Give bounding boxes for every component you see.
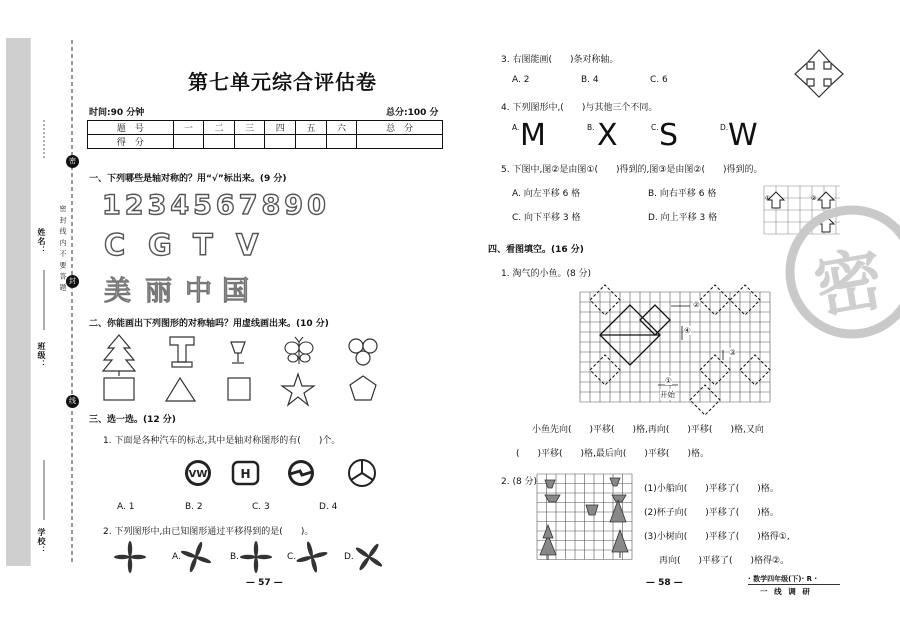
seal-char-1: 密 [66,155,79,168]
score-cell: 五 [296,121,327,135]
svg-text:②: ② [811,195,817,202]
seal-char-3: 线 [66,395,79,408]
q2-heading: 二、你能画出下列图形的对称轴吗？用虚线画出来。(10 分) [89,319,329,329]
hanzi-li: 丽 [145,276,178,307]
q3-item1: 1. 下面是各种汽车的标志,其中是轴对称图形的有( )个。 [103,436,341,446]
svg-text:③: ③ [811,219,817,226]
q3-item4-tag-b[interactable]: B. [587,123,595,132]
q3-item2: 2. 下列图形中,由已知图形通过平移得到的是( )。 [103,527,314,537]
q1-heading: 一、下列哪些是轴对称的？用“√”标出来。(9 分) [89,174,287,184]
page57-number: — 57 — [246,578,283,588]
q4-item1: 1. 淘气的小鱼。(8 分) [501,269,592,279]
score-cell: 六 [326,121,357,135]
q4-item2: 2. (8 分) [501,477,538,487]
score-cell: 总 分 [357,121,443,135]
q3-item5-option-c[interactable]: C. 向下平移 3 格 [512,213,581,223]
q3-item2-option-c[interactable]: C. [287,552,297,562]
q3-item4-letter-w: W [728,118,758,153]
fish-grid-start: 开始 [660,390,675,399]
outline-letter-v: V [236,228,263,262]
score-cell: 一 [173,121,204,135]
q3-item3-option-c[interactable]: C. 6 [650,75,668,85]
q3-item5: 5. 下图中,图②是由图①( )得到的,图③是由图②( )得到的。 [501,165,763,175]
footer-series: · 数学四年级(下)· R · [748,575,818,583]
q3-item5-option-a[interactable]: A. 向左平移 6 格 [512,189,581,199]
q3-item4: 4. 下列图形中,( )与其他三个不同。 [501,103,658,113]
seal-char-2: 封 [66,275,79,288]
q3-item4-tag-a[interactable]: A. [512,123,520,132]
class-label: 班级： [37,342,46,369]
outline-digits: 1234567890 [102,190,330,221]
fish-grid-label-4: ④ [684,326,691,335]
q3-item1-option-b[interactable]: B. 2 [185,502,203,512]
tree-fill-1: (3)小树向( )平移了( )格得①, [644,532,790,542]
svg-text:VW: VW [188,469,208,480]
q3-item1-option-a[interactable]: A. 1 [117,502,135,512]
q3-item4-letter-x: X [597,118,618,153]
q3-item4-letter-m: M [520,118,546,153]
outline-letter-g: G [148,228,176,262]
q3-item5-option-d[interactable]: D. 向上平移 3 格 [648,213,718,223]
score-cell: 二 [204,121,235,135]
q3-item2-option-a[interactable]: A. [172,552,181,562]
q3-item1-option-d[interactable]: D. 4 [319,502,338,512]
q3-item1-option-c[interactable]: C. 3 [252,502,270,512]
total-label: 总分:100 分 [386,108,439,118]
q4-heading: 四、看图填空。(16 分) [488,245,584,255]
q3-heading: 三、选一选。(12 分) [89,415,176,425]
q3-item3-option-b[interactable]: B. 4 [581,75,599,85]
q3-item4-letter-s: S [659,118,679,153]
hanzi-zhong: 中 [185,276,218,307]
q3-item3: 3. 右图能画( )条对称轴。 [501,55,619,65]
fish-fill-line1: 小鱼先向( )平移( )格,再向( )平移( )格,又向 [532,425,764,435]
fish-fill-line2: ( )平移( )格,最后向( )平移( )格。 [516,449,709,459]
fish-grid-label-2: ② [693,300,700,309]
name-label: 姓名： [37,228,46,255]
page57-title: 第七单元综合评估卷 [188,70,377,94]
time-label: 时间:90 分钟 [89,108,145,118]
fish-grid-label-3: ③ [729,348,736,357]
q3-item2-option-b[interactable]: B. [230,552,240,562]
page58-number: — 58 — [646,578,683,588]
footer-brand: 一 线 调 研 [760,587,812,596]
score-cell: 三 [234,121,265,135]
hanzi-guo: 国 [222,276,255,307]
score-cell: 题 号 [88,121,174,135]
fish-grid-label-1: ① [665,376,672,385]
q3-item2-option-d[interactable]: D. [344,552,354,562]
score-cell: 四 [265,121,296,135]
q3-item4-tag-d[interactable]: D. [720,123,729,132]
outline-letter-t: T [193,228,217,262]
q3-item3-option-a[interactable]: A. 2 [512,75,530,85]
school-label: 学校： [37,528,46,555]
svg-text:①: ① [765,195,771,202]
q3-item5-option-b[interactable]: B. 向右平移 6 格 [648,189,717,199]
boat-fill: (1)小船向( )平移了( )格。 [644,484,779,494]
seal-notice: 密 封 线 内 不 要 答 题 [59,205,67,292]
footer-divider [748,584,840,585]
outline-letter-c: C [104,228,130,262]
cup-fill: (2)杯子向( )平移了( )格。 [644,508,779,518]
stamp-char: 密 [808,239,890,330]
q3-item4-tag-c[interactable]: C. [651,123,659,132]
hanzi-mei: 美 [104,276,137,307]
score-cell: 得 分 [88,135,174,149]
tree-fill-2: 再向( )平移了( )格得②。 [659,556,790,566]
svg-text:H: H [240,467,251,481]
